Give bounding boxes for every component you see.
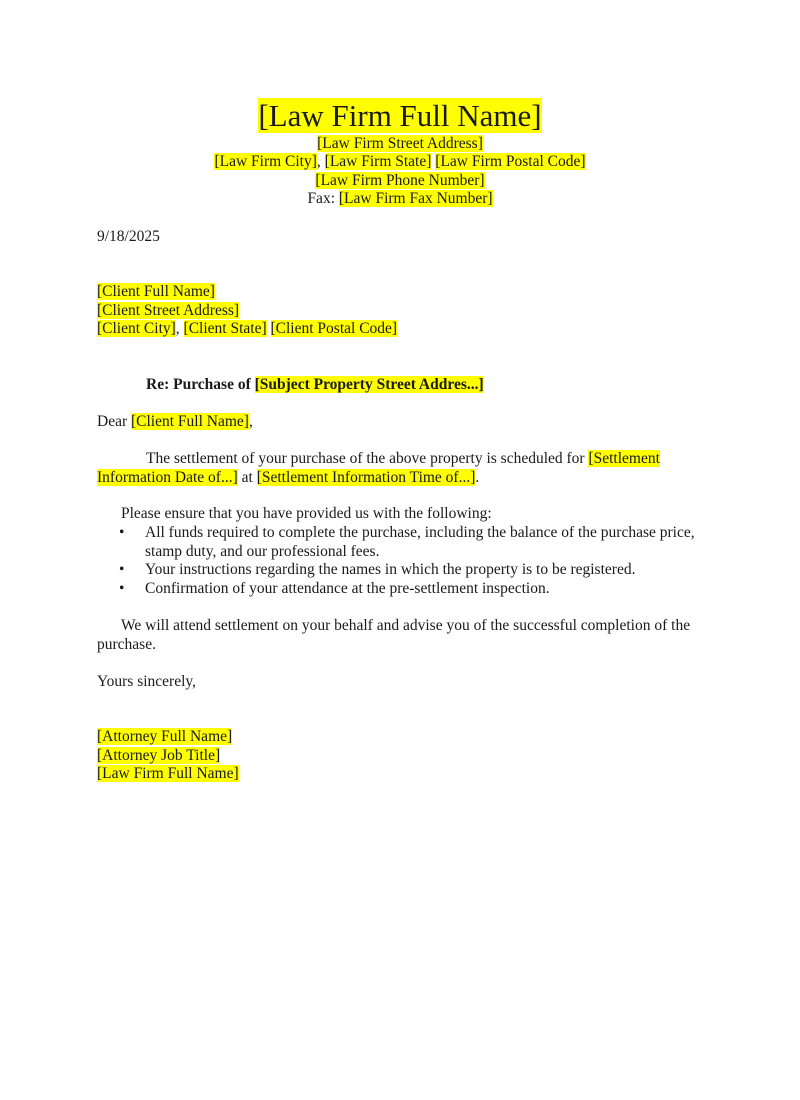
list-item: [97, 561, 697, 580]
signature-firm-line: [97, 765, 239, 784]
bullet-icon: •: [119, 561, 125, 578]
bullet-icon: •: [119, 524, 125, 541]
list-item: [97, 524, 697, 561]
subject-label: Re: Purchase of: [146, 376, 255, 393]
salutation: [97, 413, 253, 432]
firm-street-placeholder[interactable]: [Law Firm Street Address]: [317, 135, 483, 152]
recipient-street-line: [97, 302, 239, 321]
signature-name-line: [97, 728, 232, 747]
client-postal-placeholder[interactable]: [Client Postal Code]: [270, 320, 398, 337]
salutation-prefix: Dear: [97, 413, 131, 430]
attorney-title-placeholder[interactable]: [Attorney Job Title]: [97, 747, 221, 764]
signature-title-line: [97, 747, 220, 766]
city-separator: ,: [175, 320, 184, 337]
salutation-suffix: ,: [248, 413, 253, 430]
letterhead-street: [0, 135, 800, 154]
firm-fax-placeholder[interactable]: [Law Firm Fax Number]: [338, 190, 493, 207]
settlement-paragraph: [97, 450, 697, 487]
firm-postal-placeholder[interactable]: [Law Firm Postal Code]: [435, 153, 586, 170]
para1-text: The settlement of your purchase of the above property is scheduled for: [146, 450, 589, 467]
para1-mid: at: [237, 468, 257, 486]
list-intro: Please ensure that you have provided us with the following:: [121, 505, 492, 522]
client-state-placeholder[interactable]: [Client State]: [183, 320, 267, 337]
letterhead-firm-name: [0, 96, 800, 136]
recipient-name-line: [97, 283, 215, 302]
property-address-placeholder[interactable]: [Subject Property Street Addres...]: [254, 376, 484, 393]
settlement-date-placeholder[interactable]: [Settlement Information Date of...]: [97, 450, 660, 486]
subject-line: [146, 376, 484, 395]
settlement-time-placeholder[interactable]: [Settlement Information Time of...]: [256, 468, 476, 486]
firm-phone-placeholder[interactable]: [Law Firm Phone Number]: [315, 172, 485, 189]
client-city-placeholder[interactable]: [Client City]: [97, 320, 176, 337]
para1-end: .: [475, 468, 480, 486]
client-name-placeholder[interactable]: [Client Full Name]: [97, 283, 215, 300]
fax-label: Fax:: [307, 190, 339, 207]
attendance-paragraph: [97, 617, 697, 654]
letterhead-city-line: [0, 153, 800, 172]
list-item-text: Confirmation of your attendance at the pre-settlement inspection.: [145, 579, 550, 597]
recipient-city-line: [97, 320, 397, 339]
salutation-client-name-placeholder[interactable]: [Client Full Name]: [131, 413, 249, 430]
list-item: [97, 580, 697, 599]
city-separator: ,: [316, 153, 325, 170]
firm-city-placeholder[interactable]: [Law Firm City]: [214, 153, 317, 170]
firm-state-placeholder[interactable]: [Law Firm State]: [324, 153, 432, 170]
list-item-text: All funds required to complete the purchase, including the balance of the purchase price, stamp duty, and our professional fees.: [145, 524, 695, 560]
attorney-name-placeholder[interactable]: [Attorney Full Name]: [97, 728, 233, 745]
requirements-list: [97, 524, 697, 598]
letterhead-phone: [0, 172, 800, 191]
para2-text: We will attend settlement on your behalf and advise you of the successful completion of the purchase.: [97, 617, 691, 653]
letterhead-fax: [0, 190, 800, 209]
firm-name-placeholder[interactable]: [Law Firm Full Name]: [258, 98, 542, 133]
closing: Yours sincerely,: [97, 673, 197, 690]
list-item-text: Your instructions regarding the names in which the property is to be registered.: [145, 561, 636, 578]
client-street-placeholder[interactable]: [Client Street Address]: [97, 302, 240, 319]
bullet-icon: •: [119, 579, 125, 597]
signature-firm-name-placeholder[interactable]: [Law Firm Full Name]: [97, 765, 239, 782]
letter-date: 9/18/2025: [97, 228, 160, 245]
